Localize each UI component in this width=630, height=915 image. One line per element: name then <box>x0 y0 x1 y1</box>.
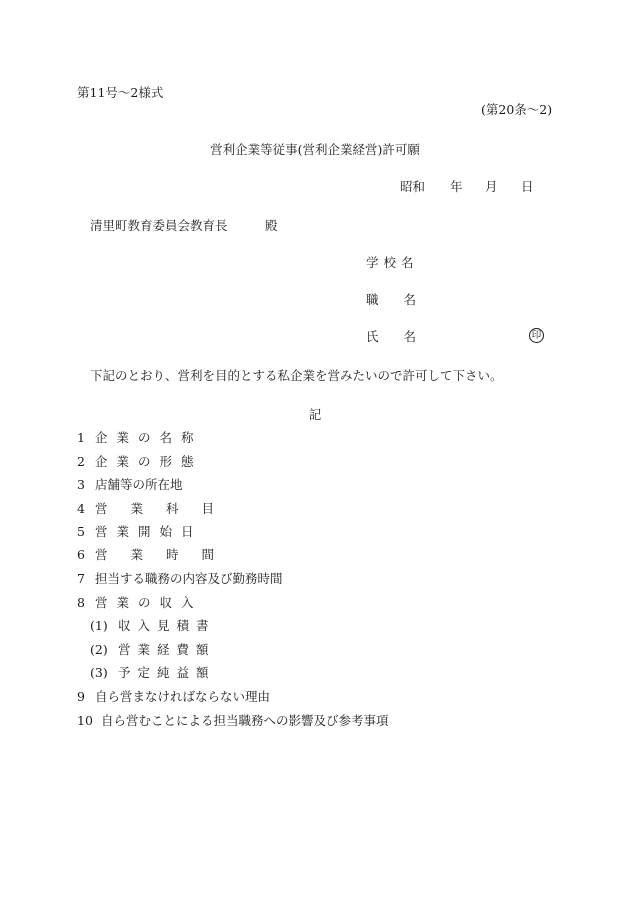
item-number: 1 <box>77 430 85 445</box>
item-text: 自ら営むことによる担当職務への影響及び参考事項 <box>101 713 389 728</box>
item-number: 4 <box>77 501 85 516</box>
list-item <box>77 549 237 562</box>
item-number: 5 <box>77 524 85 539</box>
list-item <box>77 503 237 516</box>
list-item <box>77 526 203 539</box>
list-item <box>77 456 203 469</box>
sub-item-number: (1) <box>90 618 108 633</box>
date-era: 昭和 <box>400 179 426 194</box>
form-number: 第11号～2様式 <box>77 85 164 100</box>
list-item <box>77 691 270 704</box>
date-day-unit: 日 <box>521 179 534 194</box>
item-text: 営業の収入 <box>95 595 203 610</box>
list-item <box>77 597 203 610</box>
addressee-honorific: 殿 <box>265 218 278 233</box>
item-number: 9 <box>77 689 85 704</box>
sub-list-item <box>90 620 216 633</box>
sub-item-number: (3) <box>90 665 108 680</box>
article-reference: (第20条～2) <box>481 102 553 117</box>
list-item <box>77 432 203 445</box>
record-heading: 記 <box>308 407 322 422</box>
item-text: 営業時間 <box>95 547 238 562</box>
item-number: 2 <box>77 454 85 469</box>
seal-mark: 印 <box>529 328 544 343</box>
post-label: 職名 <box>366 292 442 307</box>
date-year-unit: 年 <box>450 179 463 194</box>
item-number: 7 <box>77 571 85 586</box>
item-text: 企業の形態 <box>95 454 203 469</box>
document-title: 営利企業等従事(営利企業経営)許可願 <box>210 142 420 157</box>
sub-list-item <box>90 644 216 657</box>
item-number: 8 <box>77 595 85 610</box>
item-number: 3 <box>77 477 85 492</box>
sub-item-text: 収入見積書 <box>118 618 216 633</box>
list-item <box>77 573 283 586</box>
sub-item-text: 予定純益額 <box>118 665 216 680</box>
date-month-unit: 月 <box>485 179 498 194</box>
request-sentence: 下記のとおり、営利を目的とする私企業を営みたいので許可して下さい。 <box>90 368 503 383</box>
addressee-name: 清里町教育委員会教育長 <box>90 218 228 233</box>
list-item <box>77 715 389 728</box>
sub-item-text: 営業経費額 <box>118 642 216 657</box>
item-text: 営業開始日 <box>95 524 203 539</box>
item-text: 店舗等の所在地 <box>95 477 183 492</box>
item-text: 自ら営まなければならない理由 <box>95 689 271 704</box>
list-item <box>77 479 183 492</box>
school-name-label: 学校名 <box>366 255 419 270</box>
item-text: 営業科目 <box>95 501 238 516</box>
sub-list-item <box>90 667 216 680</box>
item-text: 企業の名称 <box>95 430 203 445</box>
item-number: 6 <box>77 547 85 562</box>
item-number: 10 <box>77 713 93 728</box>
sub-item-number: (2) <box>90 642 108 657</box>
name-label: 氏名 <box>366 329 442 344</box>
item-text: 担当する職務の内容及び勤務時間 <box>95 571 283 586</box>
